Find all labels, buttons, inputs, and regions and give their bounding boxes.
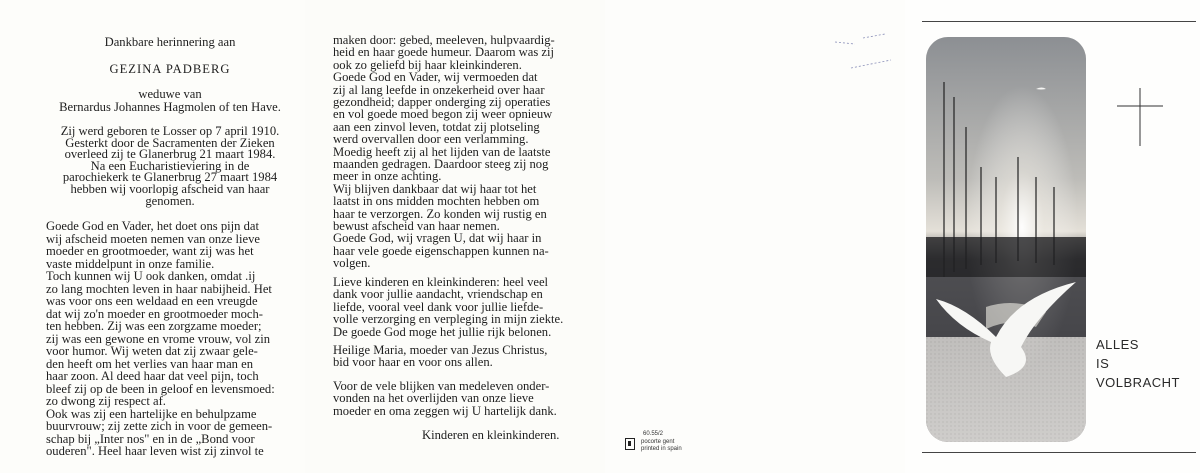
bottom-rule bbox=[922, 452, 1196, 453]
printer-logo-icon bbox=[625, 438, 635, 450]
body-text-line: zij was een gewone en vrome vrouw, vol zin bbox=[46, 331, 271, 346]
middle-block-4-line: vonden na het overlijden van onze lieve bbox=[333, 391, 534, 406]
body-text-line: Toch kunnen wij U ook danken, omdat .ij bbox=[46, 269, 256, 283]
middle-block-1-line: haar te verzorgen. Zo konden wij rustig en bbox=[333, 206, 547, 221]
stamp-publisher: pocorte gent bbox=[641, 439, 675, 445]
middle-block-1-line: volgen. bbox=[333, 256, 371, 271]
stamp-code: 60.55/2 bbox=[643, 431, 664, 437]
greeting: Dankbare herinnering aan bbox=[104, 35, 236, 49]
harbor-sunset-with-dove-photo bbox=[926, 37, 1086, 442]
middle-panel bbox=[305, 0, 605, 473]
body-text-line: dat wij zo'n moeder en grootmoeder moch- bbox=[46, 306, 263, 321]
middle-block-1-line: Wij blijven dankbaar dat wij haar tot het bbox=[333, 181, 537, 196]
middle-block-1-line: heid en haar goede humeur. Daarom was zij bbox=[333, 45, 555, 60]
life-details-line: genomen. bbox=[145, 193, 195, 208]
middle-block-2-line: De goede God moge het jullie rijk belonen. bbox=[333, 324, 552, 339]
body-text-line: buurvrouw; zij zette zich in voor de gemeen- bbox=[46, 419, 273, 433]
top-rule bbox=[922, 21, 1196, 22]
widow-of-label: weduwe van bbox=[138, 87, 202, 101]
body-text-line: ouderen". Heel haar leven wist zij zinvol te bbox=[46, 444, 264, 458]
middle-block-1-line: en vol goede moed begon zij weer opnieuw bbox=[333, 107, 553, 122]
middle-block-1-line: zij al lang leefde in onzekerheid over haar bbox=[333, 82, 545, 97]
life-details-line: hebben wij voorlopig afscheid van haar bbox=[70, 182, 270, 196]
body-text-line: moeder en grootmoeder, want zij was het bbox=[46, 244, 254, 258]
middle-block-1-line: ook zo geliefd bij haar kleinkinderen. bbox=[333, 57, 522, 72]
middle-block-2-line: liefde, vooral veel dank voor jullie liefde- bbox=[333, 299, 544, 314]
body-text-line: bleef zij op de been in geloof en levensmoed: bbox=[46, 381, 275, 396]
middle-block-1-line: werd overvallen door een verlamming. bbox=[333, 132, 529, 147]
body-text-line: Ook was zij een hartelijke en behulpzame bbox=[46, 406, 257, 421]
cover-line-3: VOLBRACHT bbox=[1096, 375, 1180, 390]
middle-block-4-line: Voor de vele blijken van medeleven onder- bbox=[333, 379, 550, 393]
middle-block-1-line: bewust afscheid van haar nemen. bbox=[333, 219, 500, 233]
life-details-line: parochiekerk te Glanerbrug 27 maart 1984 bbox=[62, 170, 278, 185]
life-details-line: overleed zij te Glanerbrug 21 maart 1984. bbox=[64, 147, 276, 162]
middle-block-1-line: laatst in ons midden mochten hebben om bbox=[333, 194, 540, 209]
body-text-line: den heeft om het verlies van haar man en bbox=[46, 356, 254, 371]
middle-block-1-line: maanden gedragen. Daardoor steeg zij nog bbox=[333, 157, 549, 171]
body-text-line: vaste middelpunt in onze familie. bbox=[46, 256, 215, 271]
middle-block-1-line: Goede God, wij vragen U, dat wij haar in bbox=[333, 231, 542, 246]
middle-block-1-line: meer in onze achting. bbox=[333, 169, 442, 184]
body-text-line: haar zoon. Al deed haar dat veel pijn, toch bbox=[46, 369, 259, 383]
cover-line-2: IS bbox=[1096, 356, 1110, 371]
middle-block-1-line: gezondheid; dapper onderging zij operaties bbox=[333, 95, 551, 109]
husband-name: Bernardus Johannes Hagmolen of ten Have. bbox=[59, 100, 281, 114]
body-text-line: voor humor. Wij weten dat zij zwaar gele- bbox=[46, 344, 258, 358]
life-details-line: Gesterkt door de Sacramenten der Zieken bbox=[65, 135, 275, 150]
life-details-line: Na een Eucharistieviering in de bbox=[90, 158, 250, 173]
middle-block-2-line: volle verzorging en verpleging in mijn ziekte. bbox=[333, 312, 564, 327]
deceased-name: GEZINA PADBERG bbox=[109, 62, 231, 76]
middle-block-3-line: Heilige Maria, moeder van Jezus Christus, bbox=[333, 343, 548, 357]
cover-line-1: ALLES bbox=[1096, 337, 1139, 352]
body-text-line: schap bij „Inter nos" en in de „Bond voor bbox=[46, 431, 255, 446]
blank-panel bbox=[605, 0, 905, 473]
middle-block-1-line: aan een zinvol leven, totdat zij plotseling bbox=[333, 119, 540, 134]
middle-block-1-line: Goede God en Vader, wij vermoeden dat bbox=[333, 70, 538, 85]
left-panel bbox=[0, 0, 305, 473]
body-text-line: wij afscheid moeten nemen van onze lieve bbox=[46, 231, 261, 246]
body-text-line: was voor ons een weldaad en een vreugde bbox=[46, 294, 258, 308]
body-text-line: Goede God en Vader, het doet ons pijn dat bbox=[46, 219, 259, 233]
body-text-line: ten hebben. Zij was een zorgzame moeder; bbox=[46, 319, 262, 333]
middle-block-2-line: Lieve kinderen en kleinkinderen: heel veel bbox=[333, 275, 549, 289]
body-text-line: zo dwong zij respect af. bbox=[46, 394, 166, 408]
signature: Kinderen en kleinkinderen. bbox=[422, 428, 560, 442]
middle-block-1-line: maken door: gebed, meeleven, hulpvaardig- bbox=[333, 33, 555, 47]
middle-block-1-line: Moedig heeft zij al het lijden van de laatste bbox=[333, 144, 551, 159]
ink-marks bbox=[833, 30, 893, 75]
middle-block-3-line: bid voor haar en voor ons allen. bbox=[333, 355, 493, 370]
middle-block-1-line: haar vele goede eigenschappen kunnen na- bbox=[333, 243, 549, 258]
cross-icon bbox=[1117, 88, 1163, 146]
middle-block-4-line: moeder en oma zeggen wij U hartelijk dank. bbox=[333, 403, 557, 418]
life-details-line: Zij werd geboren te Losser op 7 april 1910. bbox=[60, 124, 280, 138]
stamp-origin: printed in spain bbox=[641, 446, 682, 452]
body-text-line: zo lang mochten leven in haar nabijheid. Het bbox=[46, 281, 272, 296]
middle-block-2-line: dank voor jullie aandacht, vriendschap en bbox=[333, 287, 543, 302]
